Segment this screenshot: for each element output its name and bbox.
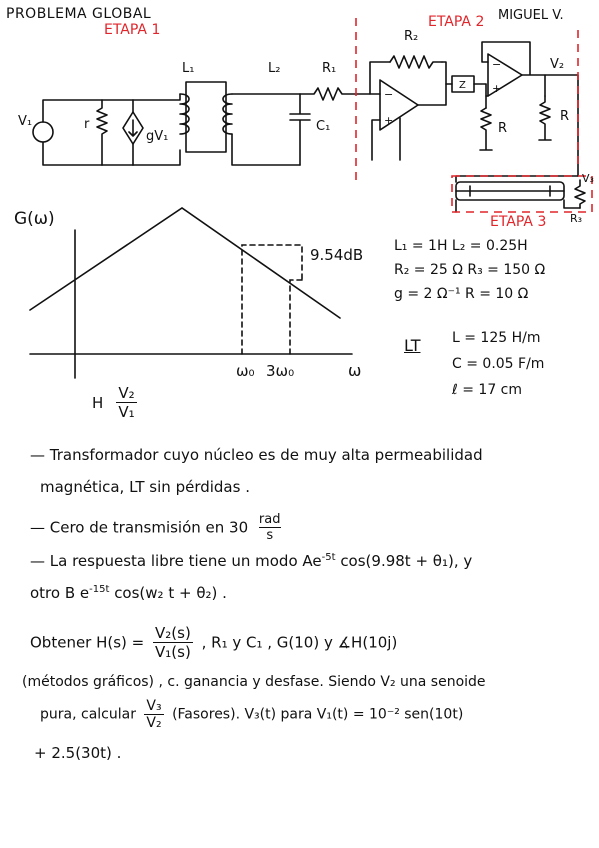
inductor-l1: [180, 94, 189, 134]
label-gv1: gV₁: [146, 129, 169, 144]
label-c1: C₁: [316, 119, 331, 134]
statement-7: + 2.5(30t) .: [34, 744, 122, 762]
author-name: MIGUEL V.: [498, 8, 564, 23]
svg-text:+: +: [384, 114, 394, 127]
statement-3b-exp: -15t: [89, 584, 110, 595]
transfer-note: [92, 384, 137, 421]
statement-4: [30, 624, 397, 661]
gain-sketch: [0, 200, 380, 430]
lt-label: LT: [404, 336, 421, 355]
label-r-out: R: [560, 109, 570, 124]
annotation-954db: 9.54dB: [310, 246, 364, 264]
label-r1: R₁: [322, 61, 337, 76]
statement-6-post: (Fasores). V₃(t) para V₁(t) = 10⁻² sen(10t): [172, 706, 464, 723]
label-r: r: [84, 117, 90, 132]
statement-4-den: V₁(s): [155, 643, 191, 661]
label-v3: V₃: [582, 172, 594, 185]
voltage-source-v1: [33, 122, 53, 142]
resistor-r: [97, 100, 107, 165]
resistor-r-mid: [480, 108, 492, 150]
statement-6: [40, 698, 463, 731]
statement-3a: [30, 552, 472, 570]
svg-text:−: −: [384, 88, 394, 101]
param-line-3: g = 2 Ω⁻¹ R = 10 Ω: [394, 286, 529, 302]
capacitor-c1: [290, 94, 310, 165]
param-line-1: L₁ = 1H L₂ = 0.25H: [394, 238, 528, 254]
statement-3b: [30, 584, 227, 602]
label-r2: R₂: [404, 29, 419, 44]
statement-2-unit-den: s: [266, 528, 274, 543]
statement-4-pre: Obtener H(s) =: [30, 633, 145, 652]
statement-3a-exp: -5t: [321, 552, 336, 563]
lt-inductance: L = 125 H/m: [452, 330, 541, 346]
resistor-r1: [300, 88, 370, 100]
label-v2: V₂: [550, 57, 565, 72]
tick-3w0: 3ω₀: [266, 362, 295, 380]
transfer-note-label: H: [92, 393, 104, 412]
label-r3: R₃: [570, 212, 583, 225]
statement-2: [30, 512, 281, 543]
label-l1: L₁: [182, 61, 195, 76]
stage-1-label: ETAPA 1: [104, 22, 161, 38]
lt-length: ℓ = 17 cm: [452, 382, 523, 398]
param-line-2: R₂ = 25 Ω R₃ = 150 Ω: [394, 262, 546, 278]
statement-6-num: V₃: [146, 698, 162, 714]
svg-text:+: +: [492, 82, 502, 95]
statement-3b-post: cos(w₂ t + θ₂) .: [114, 584, 227, 602]
statement-3a-pre: — La respuesta libre tiene un modo Ae: [30, 552, 322, 570]
statement-3b-pre: otro B e: [30, 584, 90, 602]
statement-2-unit-num: rad: [258, 512, 281, 527]
label-l2: L₂: [268, 61, 281, 76]
statement-3a-post: cos(9.98t + θ₁), y: [340, 552, 473, 570]
axis-ylabel: G(ω): [14, 209, 55, 229]
stage-2-label: ETAPA 2: [428, 14, 485, 30]
statement-1a: — Transformador cuyo núcleo es de muy alta permeabilidad: [30, 446, 483, 464]
annotation-bracket: [242, 245, 302, 354]
svg-text:−: −: [492, 58, 502, 71]
statement-4-post: , R₁ y C₁ , G(10) y ∡H(10j): [201, 633, 398, 652]
transfer-note-denominator: V₁: [118, 403, 135, 421]
statement-1b: magnética, LT sin pérdidas .: [40, 478, 250, 496]
lt-capacitance: C = 0.05 F/m: [452, 356, 545, 372]
statement-4-num: V₂(s): [155, 624, 191, 642]
resistor-r-out: [539, 96, 551, 140]
svg-text:Z: Z: [459, 80, 466, 91]
transfer-note-numerator: V₂: [118, 384, 135, 402]
statement-5: (métodos gráficos) , c. ganancia y desfase. Siendo V₂ una senoide: [22, 674, 486, 690]
statement-2-text: — Cero de transmisión en 30: [30, 518, 249, 537]
resistor-r2: [390, 56, 442, 68]
stage-3-label: ETAPA 3: [490, 214, 547, 230]
problem-title: PROBLEMA GLOBAL: [6, 6, 152, 22]
axis-xlabel: ω: [348, 361, 362, 380]
inductor-l2: [223, 94, 232, 134]
statement-6-pre: pura, calcular: [40, 706, 136, 723]
label-v1: V₁: [18, 114, 33, 129]
label-r-mid: R: [498, 121, 508, 136]
transformer-core: [186, 82, 226, 152]
statement-6-den: V₂: [146, 715, 162, 731]
gain-curve: [30, 208, 340, 318]
tick-w0: ω₀: [236, 362, 255, 380]
